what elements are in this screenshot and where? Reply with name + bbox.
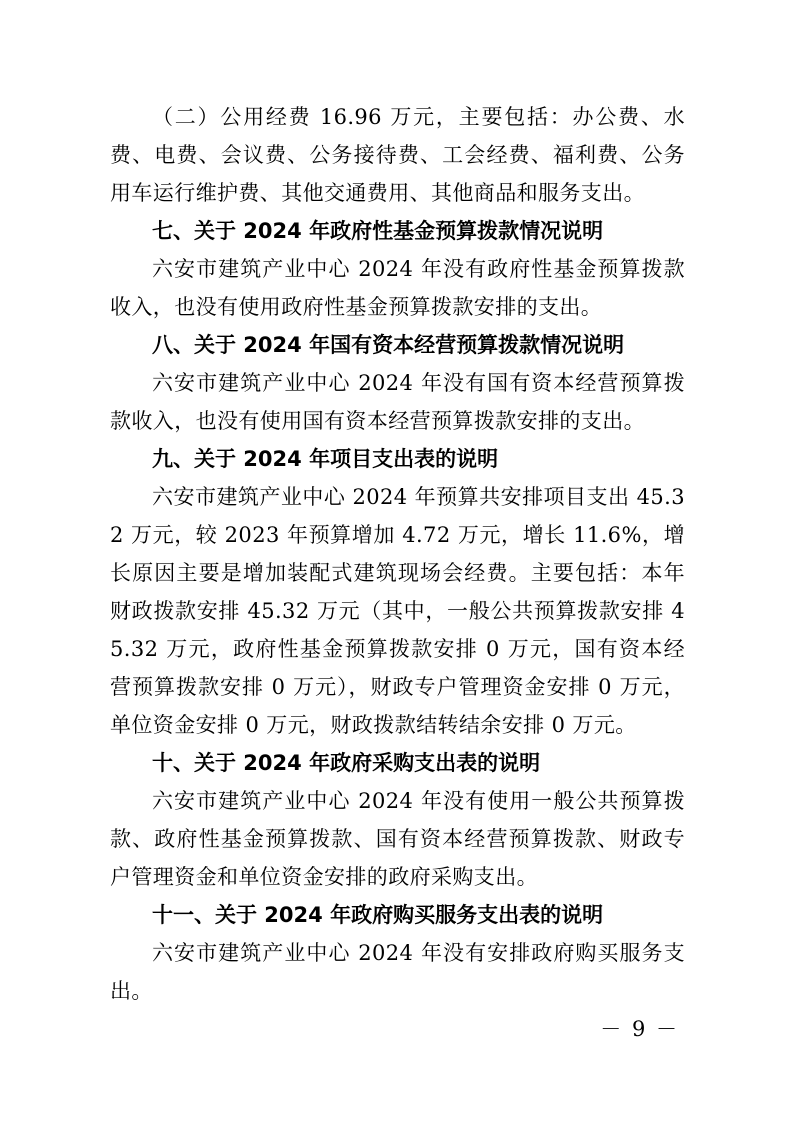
heading-section-8: 八、关于 2024 年国有资本经营预算拨款情况说明: [152, 333, 625, 357]
paragraph-section-9: 六安市建筑产业中心 2024 年预算共安排项目支出 45.32 万元，较 2023 年预算增加 4.72 万元，增长 11.6%，增长原因主要是增加装配式建筑现场会经费。主要包括：本年财政拨款安排 45.32 万元（其中，一般公共预算拨款安排 45.32 万元，政府性基金预算拨款安排 0 万元，国有资本经营预算拨款安排 0 万元），财政专户管理资金安排 0 万元，单位资金安排 0 万元，财政拨款结转结余安排 0 万元。: [110, 485, 685, 737]
page-content: [110, 98, 685, 1010]
heading-section-9: 九、关于 2024 年项目支出表的说明: [152, 447, 499, 471]
paragraph-section-11: 六安市建筑产业中心 2024 年没有安排政府购买服务支出。: [110, 941, 685, 1003]
paragraph-section-8: 六安市建筑产业中心 2024 年没有国有资本经营预算拨款收入，也没有使用国有资本经营预算拨款安排的支出。: [110, 371, 685, 433]
heading-section-7: 七、关于 2024 年政府性基金预算拨款情况说明: [152, 219, 604, 243]
heading-section-10: 十、关于 2024 年政府采购支出表的说明: [152, 751, 541, 775]
heading-section-11: 十一、关于 2024 年政府购买服务支出表的说明: [152, 903, 604, 927]
paragraph-section-10: 六安市建筑产业中心 2024 年没有使用一般公共预算拨款、政府性基金预算拨款、国有资本经营预算拨款、财政专户管理资金和单位资金安排的政府采购支出。: [110, 789, 685, 889]
page-number: － 9 －: [600, 1017, 679, 1041]
paragraph-section-7: 六安市建筑产业中心 2024 年没有政府性基金预算拨款收入，也没有使用政府性基金预算拨款安排的支出。: [110, 257, 685, 319]
paragraph-public-expenses: （二）公用经费 16.96 万元，主要包括：办公费、水费、电费、会议费、公务接待费、工会经费、福利费、公务用车运行维护费、其他交通费用、其他商品和服务支出。: [110, 105, 685, 205]
